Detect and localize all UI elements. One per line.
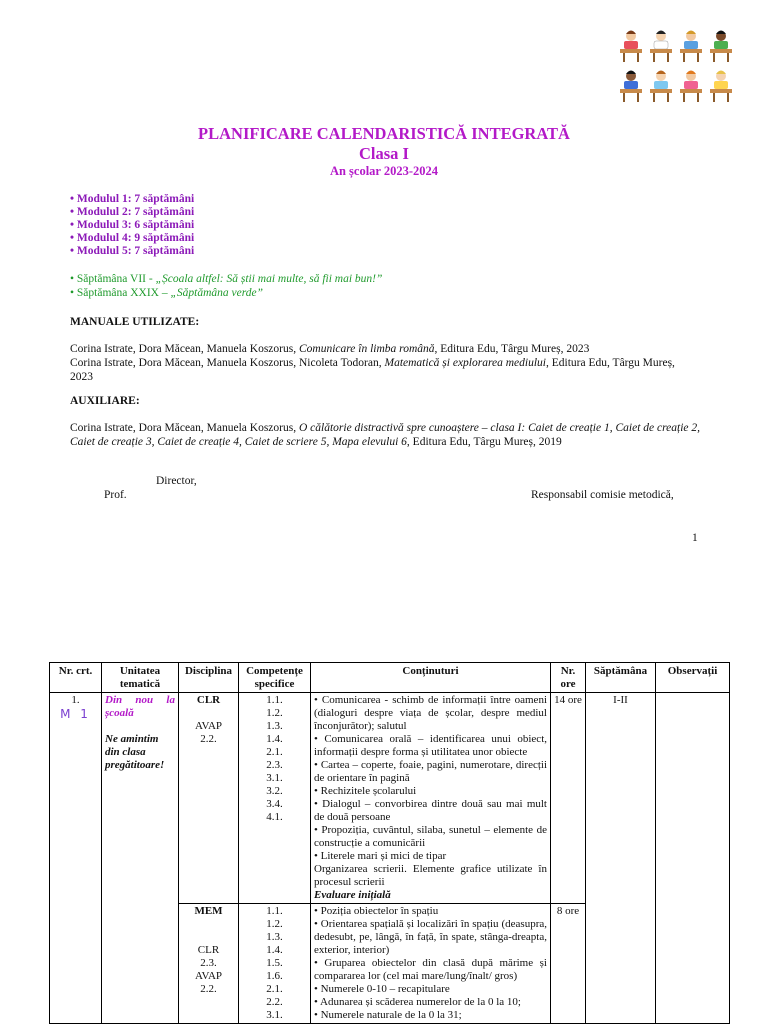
header-cell: Disciplina — [179, 663, 239, 693]
manuals-list — [70, 342, 700, 384]
competence-item: 3.2. — [266, 785, 283, 797]
module-item: • Modulul 1: 7 săptămâni — [70, 193, 195, 205]
header-cell: Nr. ore — [551, 663, 586, 693]
header-cell: Observații — [656, 663, 730, 693]
competence-item: 2.2. — [266, 996, 283, 1008]
week-cell: I-II — [586, 693, 656, 1024]
discipline-main: CLR — [196, 694, 221, 706]
document-title: PLANIFICARE CALENDARISTICĂ INTEGRATĂ — [198, 124, 570, 143]
content-item: • Dialogul – convorbirea dintre două sau mai mult de două persoane — [314, 798, 547, 823]
row-number: 1. — [71, 694, 80, 706]
content-item: • Poziția obiectelor în spațiu — [314, 905, 439, 917]
director-signature: Director, — [156, 475, 197, 487]
header-cell: Săptămâna — [586, 663, 656, 693]
kids-at-desks-illustration — [617, 28, 737, 106]
discipline-tertiary: AVAP — [194, 970, 223, 982]
discipline-cell — [179, 904, 239, 1024]
planning-table — [49, 662, 730, 1024]
discipline-tertiary-competence: 2.2. — [200, 983, 217, 995]
module-item: • Modulul 3: 6 săptămâni — [70, 219, 195, 231]
competence-item: 1.1. — [266, 694, 283, 706]
competence-item: 2.3. — [266, 759, 283, 771]
competence-item: 1.5. — [266, 957, 283, 969]
competence-item: 2.1. — [266, 983, 283, 995]
contents-cell — [311, 693, 551, 904]
school-year: An școlar 2023-2024 — [329, 164, 439, 178]
competence-item: 1.1. — [266, 905, 283, 917]
page-number: 1 — [692, 532, 698, 544]
discipline-cell — [179, 693, 239, 904]
unit-cell — [102, 693, 179, 1024]
unit-title: Din nou la școală — [105, 694, 175, 719]
content-item: • Adunarea și scăderea numerelor de la 0 la 10; — [314, 996, 521, 1008]
module-item: • Modulul 2: 7 săptămâni — [70, 206, 195, 218]
manuals-heading: MANUALE UTILIZATE: — [70, 316, 200, 328]
competence-item: 3.4. — [266, 798, 283, 810]
content-item: • Literele mari și mici de tipar — [314, 850, 447, 862]
table-row — [50, 693, 730, 904]
competence-item: 1.3. — [266, 931, 283, 943]
unit-subtitle: Ne amintim din clasa pregătitoare! — [105, 733, 165, 771]
content-item: • Propoziția, cuvântul, silaba, sunetul – elemente de construcție a comunicării — [314, 824, 547, 849]
commission-signature: Responsabil comisie metodică, — [531, 489, 674, 501]
content-item: • Orientarea spațială și localizări în spațiu (deasupra, dedesubt, pe, lângă, în față, în spate, stânga-dreapta, exterior, interior) — [314, 918, 547, 956]
competence-item: 4.1. — [266, 811, 283, 823]
content-item: • Numerele 0-10 – recapitulare — [314, 983, 450, 995]
competence-item: 1.2. — [266, 707, 283, 719]
competence-item: 1.3. — [266, 720, 283, 732]
content-item: • Comunicarea orală – identificarea unui obiect, informații despre forma și utilitatea unor obiecte — [314, 733, 547, 758]
content-item: • Numerele naturale de la 0 la 31; — [314, 1009, 462, 1021]
competence-item: 1.6. — [266, 970, 283, 982]
competence-item: 3.1. — [266, 1009, 283, 1021]
prof-signature: Prof. — [104, 489, 127, 501]
content-item: • Rechizitele școlarului — [314, 785, 417, 797]
contents-cell — [311, 904, 551, 1024]
auxiliaries-heading: AUXILIARE: — [70, 395, 140, 407]
hours-cell: 8 ore — [551, 904, 586, 1024]
competence-item: 1.2. — [266, 918, 283, 930]
competence-item: 3.1. — [266, 772, 283, 784]
special-week-item: • Săptămâna XXIX – „Săptămâna verde” — [70, 287, 264, 299]
discipline-main: MEM — [194, 905, 223, 917]
competence-item: 1.4. — [266, 733, 283, 745]
discipline-secondary-competence: 2.2. — [200, 733, 217, 745]
auxiliaries-text: Corina Istrate, Dora Măcean, Manuela Koszorus, O călătorie distractivă spre cunoaștere – clasa I: Caiet de creație 1, Caiet de creație 2, Caiet de creație 3, Caiet de creație 4, Caiet de scriere 5, Mapa elevului 6, Editura Edu, Târgu Mureș, 2019 — [70, 422, 700, 448]
discipline-secondary-competence: 2.3. — [200, 957, 217, 969]
modules-list — [70, 193, 194, 258]
module-badge: M 1 — [60, 707, 91, 721]
content-item: • Gruparea obiectelor din clasă după mărime și compararea lor (cel mai mare/lung/înalt/ gros) — [314, 957, 547, 982]
module-item: • Modulul 5: 7 săptămâni — [70, 245, 195, 257]
discipline-secondary: CLR — [197, 944, 220, 956]
content-item: • Comunicarea - schimb de informații între oameni (dialoguri despre viața de școlar, despre mediul înconjurător); salutul — [314, 694, 547, 732]
manual-item: Corina Istrate, Dora Măcean, Manuela Koszorus, Nicoleta Todoran, Matematică și explorarea mediului, Editura Edu, Târgu Mureș, 2023 — [70, 357, 675, 383]
row-number-cell — [50, 693, 102, 1024]
discipline-secondary: AVAP — [194, 720, 223, 732]
competences-cell — [239, 904, 311, 1024]
header-cell: Unitatea tematică — [102, 663, 179, 693]
table-header-row — [50, 663, 730, 693]
manual-item: Corina Istrate, Dora Măcean, Manuela Koszorus, Comunicare în limba română, Editura Edu, Târgu Mureș, 2023 — [70, 343, 590, 355]
special-weeks-list — [70, 272, 382, 300]
header-cell: Conținuturi — [311, 663, 551, 693]
notes-cell — [656, 693, 730, 1024]
content-item: • Cartea – coperte, foaie, pagini, numerotare, direcții de orientare în pagină — [314, 759, 547, 784]
module-item: • Modulul 4: 9 săptămâni — [70, 232, 195, 244]
competence-item: 1.4. — [266, 944, 283, 956]
header-cell: Competențe specifice — [239, 663, 311, 693]
header-cell: Nr. crt. — [50, 663, 102, 693]
evaluation-label: Evaluare inițială — [314, 889, 391, 901]
special-week-item: • Săptămâna VII - „Școala altfel: Să știi mai multe, să fii mai bun!” — [70, 273, 383, 285]
competences-cell — [239, 693, 311, 904]
competence-item: 2.1. — [266, 746, 283, 758]
class-title: Clasa I — [359, 144, 409, 163]
hours-cell: 14 ore — [551, 693, 586, 904]
content-item: Organizarea scrierii. Elemente grafice utilizate în procesul scrierii — [314, 863, 547, 888]
